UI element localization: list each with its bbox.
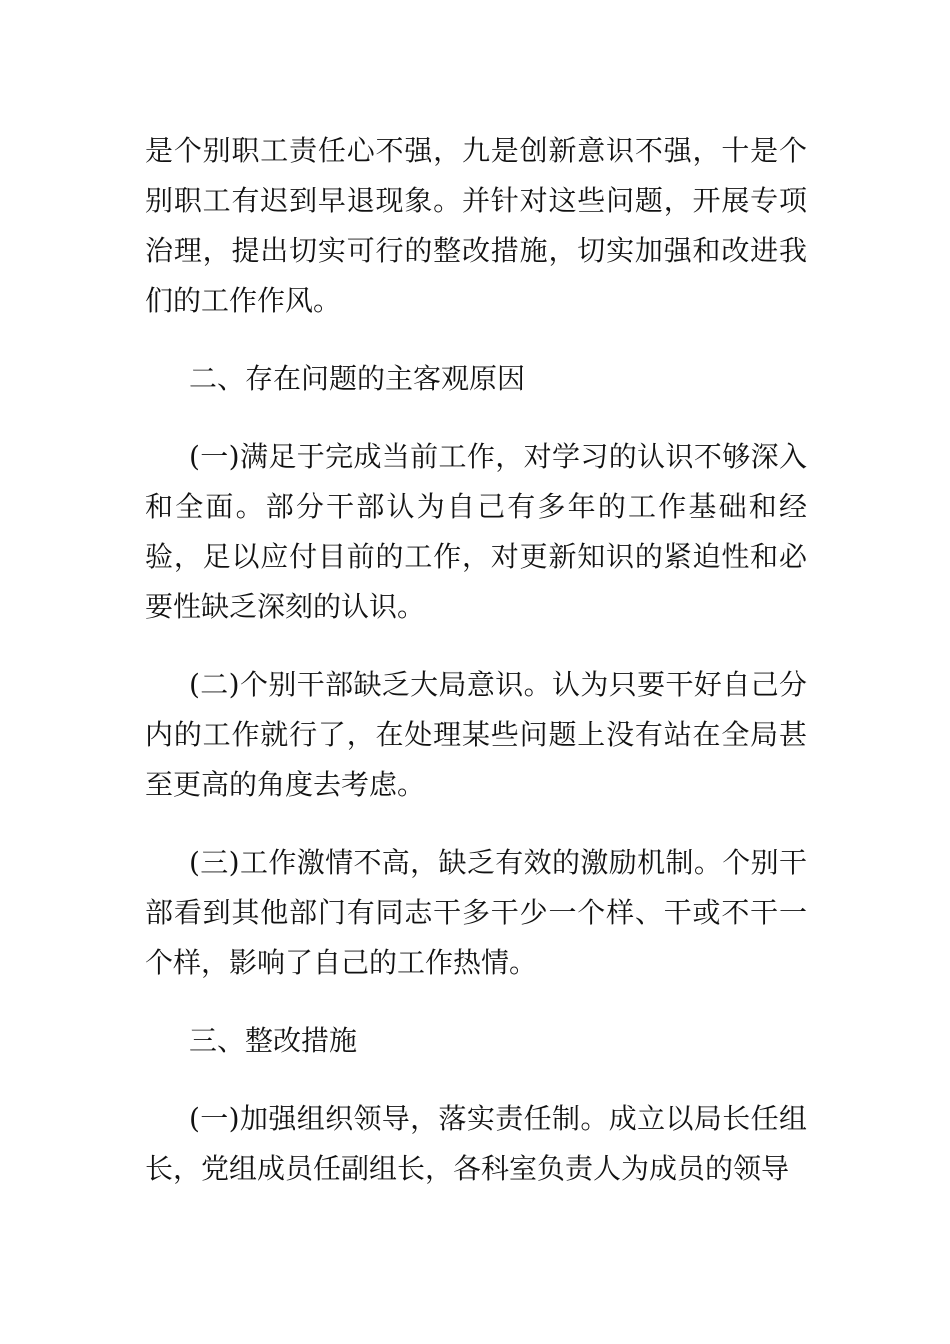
paragraph-cause-2: (二)个别干部缺乏大局意识。认为只要干好自己分内的工作就行了，在处理某些问题上没有站在全局甚至更高的角度去考虑。 bbox=[145, 668, 807, 801]
paragraph-cause-1: (一)满足于完成当前工作，对学习的认识不够深入和全面。部分干部认为自己有多年的工作基础和经验，足以应付目前的工作，对更新知识的紧迫性和必要性缺乏深刻的认识。 bbox=[145, 440, 807, 623]
section-heading-causes: 二、存在问题的主客观原因 bbox=[189, 362, 526, 395]
paragraph-measure-1: (一)加强组织领导，落实责任制。成立以局长任组长，党组成员任副组长，各科室负责人为成员的领导 bbox=[145, 1102, 807, 1185]
paragraph-continuation: 是个别职工责任心不强，九是创新意识不强，十是个别职工有迟到早退现象。并针对这些问题，开展专项治理，提出切实可行的整改措施，切实加强和改进我们的工作作风。 bbox=[145, 134, 807, 317]
document-body bbox=[145, 126, 807, 1222]
paragraph-cause-3: (三)工作激情不高，缺乏有效的激励机制。个别干部看到其他部门有同志干多干少一个样、干或不干一个样，影响了自己的工作热情。 bbox=[145, 846, 807, 979]
section-heading-measures: 三、整改措施 bbox=[189, 1024, 358, 1057]
